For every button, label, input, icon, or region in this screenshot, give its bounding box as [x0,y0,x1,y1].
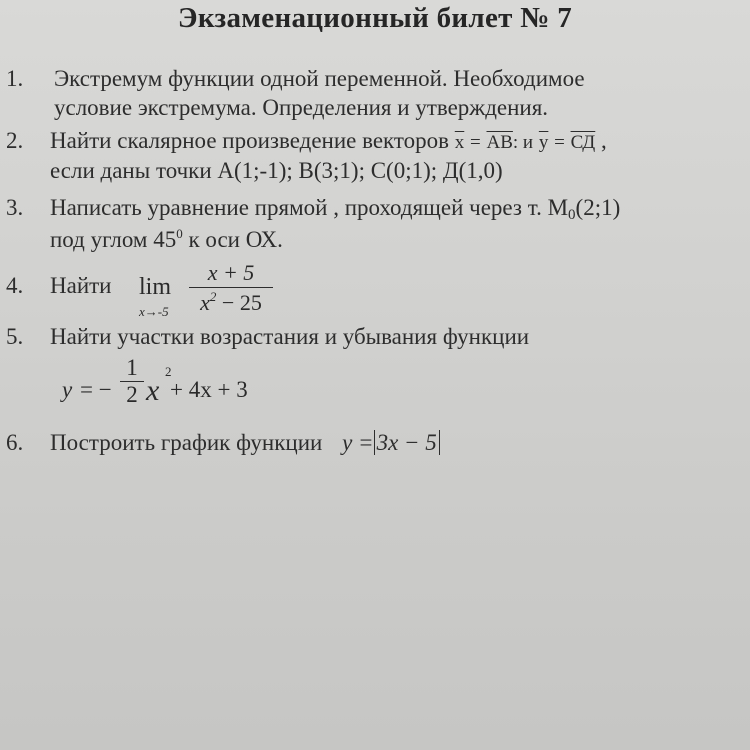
task-4-number: 4. [6,273,24,298]
task-1-number: 1. [6,66,24,91]
formula-half: 1 2 [120,355,144,408]
angle-text: под углом 45 [50,227,177,252]
task-3-number: 3. [6,195,24,220]
formula-x: x [146,374,160,407]
task-6-number: 6. [6,430,24,455]
vector-x: $\overline{x}$ [454,132,465,153]
task-1-line-1: Экстремум функции одной переменной. Необходимое [54,66,585,91]
abs-function-body: 3x − 5 [374,430,440,455]
task-3-text: Написать уравнение прямой , проходящей через т. М [50,195,569,220]
task-2-line-1 [50,128,607,154]
formula-y: y [62,377,73,402]
task-3-line-1 [50,195,620,224]
lim-word: lim [139,274,172,300]
axis-text: к оси ОХ. [182,227,283,252]
point-subscript: 0 [568,207,576,223]
task-2-number: 2. [6,128,24,153]
formula-rest: + 4x + 3 [170,377,248,402]
fraction-numerator: x + 5 [207,260,255,285]
limit-fraction [189,260,273,316]
task-6-line [50,430,440,456]
lim-subscript: x→-5 [139,304,169,319]
comma: , [601,128,607,153]
vector-ab: $\overline{AB}$ [486,132,513,153]
fraction-denominator: $x^2 - 25$ [200,289,262,315]
fraction-bar [189,287,273,288]
task-2-text: Найти скалярное произведение векторов [50,128,450,153]
degree-mark: 0 [176,226,183,241]
limit-expression [136,262,286,322]
equals-sign-2: = [554,132,565,153]
conjunction: : и [512,132,534,153]
task-5-text: Найти участки возрастания и убывания функции [50,324,530,349]
task-2-line-2: если даны точки А(1;-1); В(3;1); С(0;1); Д(1,0) [50,158,503,183]
vector-cd: СД [570,132,596,153]
task-3-line-2 [50,226,283,253]
function-formula [62,357,322,427]
task-6-text: Построить график функции [50,430,323,455]
task-5-number: 5. [6,324,24,349]
abs-function-lhs: y = [342,430,374,455]
equals-sign: = [470,132,481,153]
task-1-line-2: условие экстремума. Определения и утверждения. [54,95,549,120]
task-4-text: Найти [50,273,112,298]
vector-y: $\overline{y}$ [538,132,549,153]
page-title: Экзаменационный билет № 7 [177,2,573,34]
formula-power: 2 [165,364,172,379]
formula-equals-minus: = − [80,377,112,402]
point-coords: (2;1) [575,195,621,220]
